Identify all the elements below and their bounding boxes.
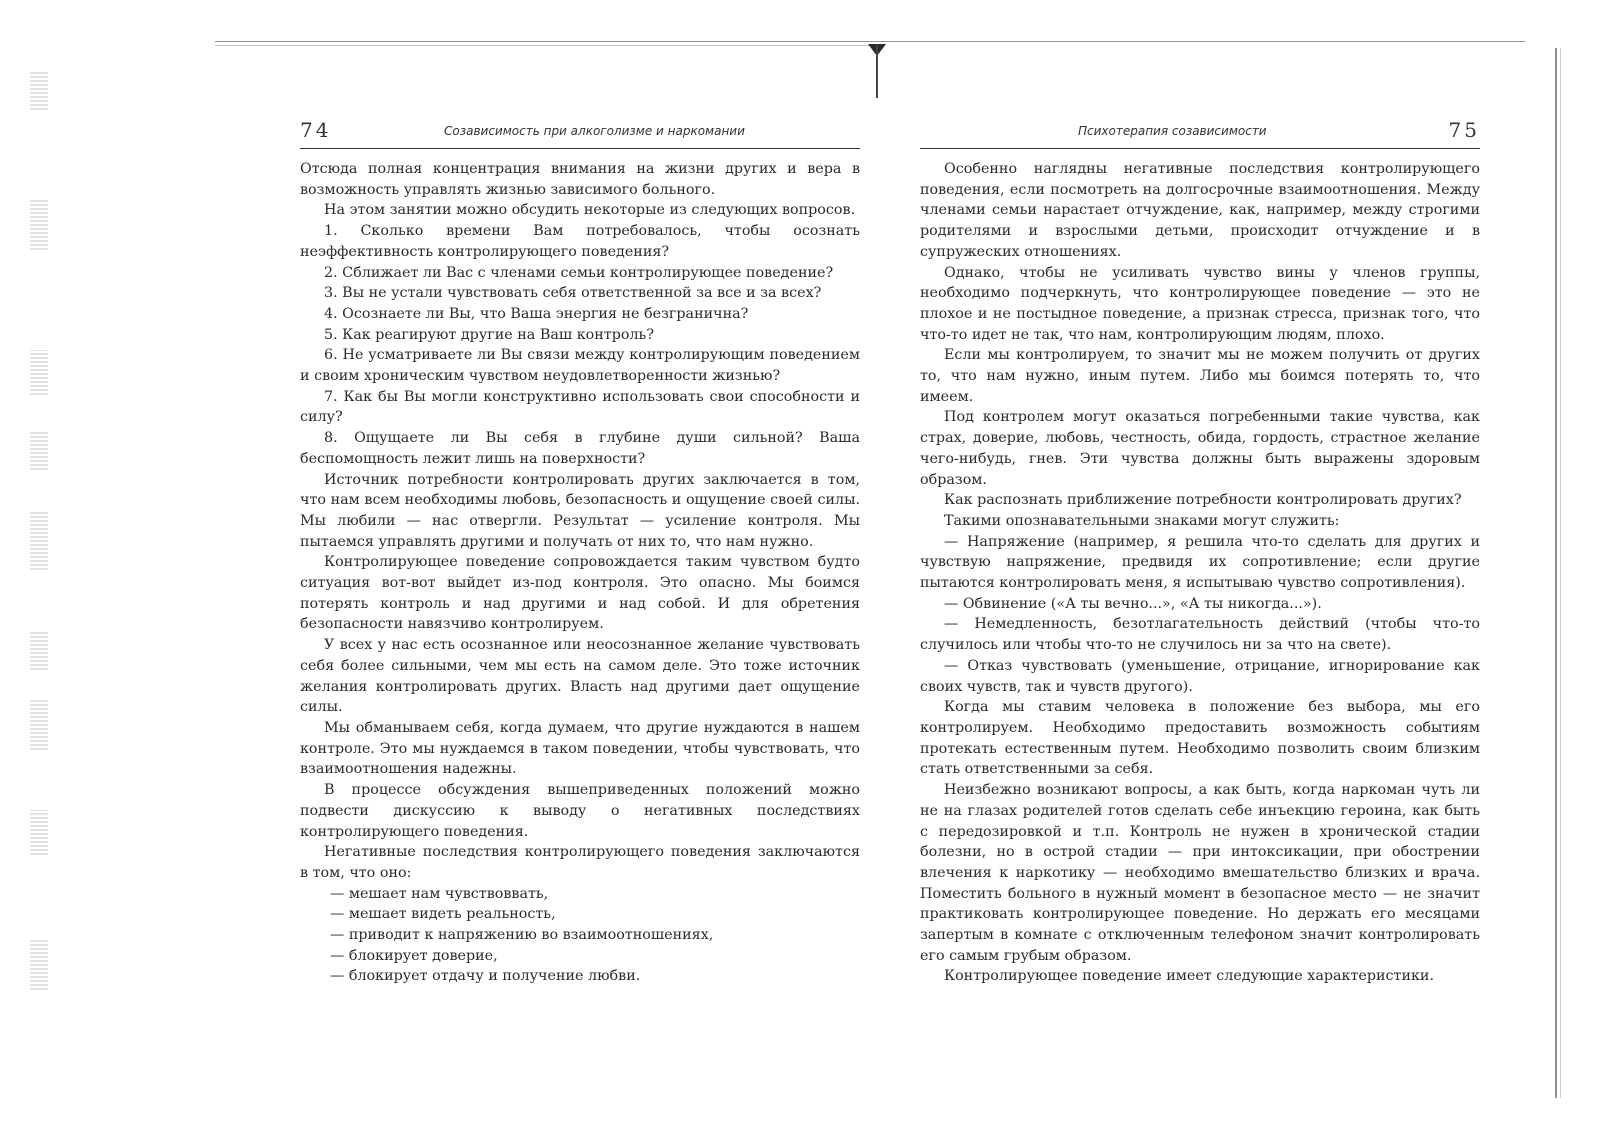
paragraph: В процессе обсуждения вышеприведенных положений можно подвести дискуссию к выводу о негативных последствиях контролирующего поведения. bbox=[300, 782, 860, 840]
paragraph: Когда мы ставим человека в положение без выбора, мы его контролируем. Необходимо предоставить возможность событиям протекать естественным путем. Необходимо позволить своим близким стать ответственными за себя. bbox=[920, 699, 1480, 778]
scan-noise-mark bbox=[30, 940, 48, 990]
paragraph: Контролирующее поведение имеет следующие характеристики. bbox=[944, 968, 1434, 985]
sign-item: — Напряжение (например, я решила что-то сделать для других и чувствую напряжение, предвидя их сопротивление; если другие пытаются контролировать меня, я испытываю чувство сопротивления). bbox=[920, 533, 1480, 592]
book-spine-line bbox=[876, 44, 878, 98]
page-body bbox=[300, 159, 860, 987]
sign-item: — Немедленность, безотлагательность действий (чтобы что-то случилось или чтобы что-то не случилось ни за что на свете). bbox=[920, 616, 1480, 654]
page-body bbox=[920, 159, 1480, 987]
paragraph: Неизбежно возникают вопросы, а как быть, когда наркоман чуть ли не на глазах родителей готов сделать себе инъекцию героина, как быть с передозировкой и т.п. Контроль не нужен в хронической стадии болезни, но в острой стадии — при интоксикации, при обострении влечения к наркотику — необходимо вмешательство близких и врача. Поместить больного в нужный момент в безопасное место — не значит практиковать контролирующее поведение. Но держать его месяцами запертым в комнате с отключенным телефоном значит контролировать его самым грубым образом. bbox=[920, 782, 1480, 964]
question-item: 4. Осознаете ли Вы, что Ваша энергия не безгранична? bbox=[324, 305, 749, 322]
top-rule-shadow bbox=[215, 45, 875, 46]
left-page bbox=[300, 118, 860, 987]
top-rule bbox=[215, 41, 1525, 42]
page-edge-shadow bbox=[1560, 48, 1561, 1098]
right-page bbox=[920, 118, 1480, 987]
running-head: Созависимость при алкоголизме и наркомании bbox=[444, 124, 745, 138]
paragraph: Контролирующее поведение сопровождается таким чувством будто ситуация вот-вот выйдет из-под контроля. Это опасно. Мы боимся потерять контроль и над другими и над собой. И для обретения безопасности навязчиво контролируем. bbox=[300, 554, 860, 633]
paragraph: Такими опознавательными знаками могут служить: bbox=[944, 512, 1340, 529]
question-item: 2. Сближает ли Вас с членами семьи контролирующее поведение? bbox=[324, 264, 834, 281]
paragraph: Особенно наглядны негативные последствия контролирующего поведения, если посмотреть на долгосрочные взаимоотношения. Между членами семьи нарастает отчуждение, как, например, между строгими родителями и взрослыми детьми, происходит отчуждение и в супружеских отношениях. bbox=[920, 161, 1480, 260]
page-number: 74 bbox=[300, 118, 332, 142]
page-header bbox=[920, 118, 1480, 149]
question-item: 7. Как бы Вы могли конструктивно использовать свои способности и силу? bbox=[300, 388, 860, 426]
running-head: Психотерапия созависимости bbox=[1078, 124, 1267, 138]
paragraph: Однако, чтобы не усиливать чувство вины у членов группы, необходимо подчеркнуть, что контролирующее поведение — это не плохое и не постыдное поведение, а признак стресса, признак того, что что-то идет не так, что нам, контролирующим людям, плохо. bbox=[920, 264, 1480, 343]
page-number: 75 bbox=[1448, 118, 1480, 142]
list-item: — блокирует отдачу и получение любви. bbox=[330, 968, 641, 985]
page-header bbox=[300, 118, 860, 149]
sign-item: — Обвинение («А ты вечно...», «А ты никогда...»). bbox=[944, 595, 1322, 612]
sign-item: — Отказ чувствовать (уменьшение, отрицание, игнорирование как своих чувств, так и чувств другого). bbox=[920, 657, 1480, 695]
scan-noise-mark bbox=[30, 70, 48, 110]
list-item: — мешает видеть реальность, bbox=[330, 906, 556, 923]
question-item: 8. Ощущаете ли Вы себя в глубине души сильной? Ваша беспомощность лежит лишь на поверхности? bbox=[300, 430, 860, 467]
paragraph: Как распознать приближение потребности контролировать других? bbox=[944, 492, 1462, 509]
paragraph: Источник потребности контролировать других заключается в том, что нам всем необходимы любовь, безопасность и ощущение своей силы. Мы любили — нас отвергли. Результат — усиление контроля. Мы пытаемся управлять другими и получать от них то, что нам нужно. bbox=[300, 471, 860, 550]
question-item: 1. Сколько времени Вам потребовалось, чтобы осознать неэффективность контролирующего поведения? bbox=[300, 223, 860, 260]
scan-noise-mark bbox=[30, 430, 48, 470]
paragraph: Отсюда полная концентрация внимания на жизни других и вера в возможность управлять жизнью зависимого больного. bbox=[300, 161, 860, 198]
scan-noise-mark bbox=[30, 630, 48, 670]
scan-noise-mark bbox=[30, 200, 48, 250]
list-item: — приводит к напряжению во взаимоотношениях, bbox=[330, 927, 714, 944]
list-item: — мешает нам чувствоввать, bbox=[330, 885, 549, 902]
list-item: — блокирует доверие, bbox=[330, 947, 498, 964]
scan-noise-mark bbox=[30, 350, 48, 395]
paragraph: У всех у нас есть осознанное или неосознанное желание чувствовать себя более сильными, чем мы есть на самом деле. Это тоже источник желания контролировать других. Власть над другими дает ощущение силы. bbox=[300, 637, 860, 716]
question-item: 3. Вы не устали чувствовать себя ответственной за все и за всех? bbox=[324, 285, 822, 302]
scan-noise-mark bbox=[30, 510, 48, 570]
paragraph: Если мы контролируем, то значит мы не можем получить от других то, что нам нужно, иным путем. Либо мы боимся потерять то, что имеем. bbox=[920, 347, 1480, 405]
paragraph: Под контролем могут оказаться погребенными такие чувства, как страх, доверие, любовь, честность, обида, гордость, страстное желание чего-нибудь, гнев. Эти чувства должны быть выражены здоровым образом. bbox=[920, 409, 1480, 488]
paragraph: Мы обманываем себя, когда думаем, что другие нуждаются в нашем контроле. Это мы нуждаемся в таком поведении, чтобы чувствовать, что взаимоотношения надежны. bbox=[300, 719, 860, 778]
page-edge bbox=[1555, 48, 1557, 1098]
scan-margin-noise bbox=[10, 40, 50, 1040]
question-item: 5. Как реагируют другие на Ваш контроль? bbox=[324, 326, 655, 343]
scan-noise-mark bbox=[30, 700, 48, 750]
question-item: 6. Не усматриваете ли Вы связи между контролирующим поведением и своим хроническим чувством неудовлетворенности жизнью? bbox=[300, 347, 860, 385]
paragraph: На этом занятии можно обсудить некоторые из следующих вопросов. bbox=[324, 202, 856, 219]
paragraph: Негативные последствия контролирующего поведения заключаются в том, что оно: bbox=[300, 844, 860, 881]
scan-noise-mark bbox=[30, 810, 48, 855]
